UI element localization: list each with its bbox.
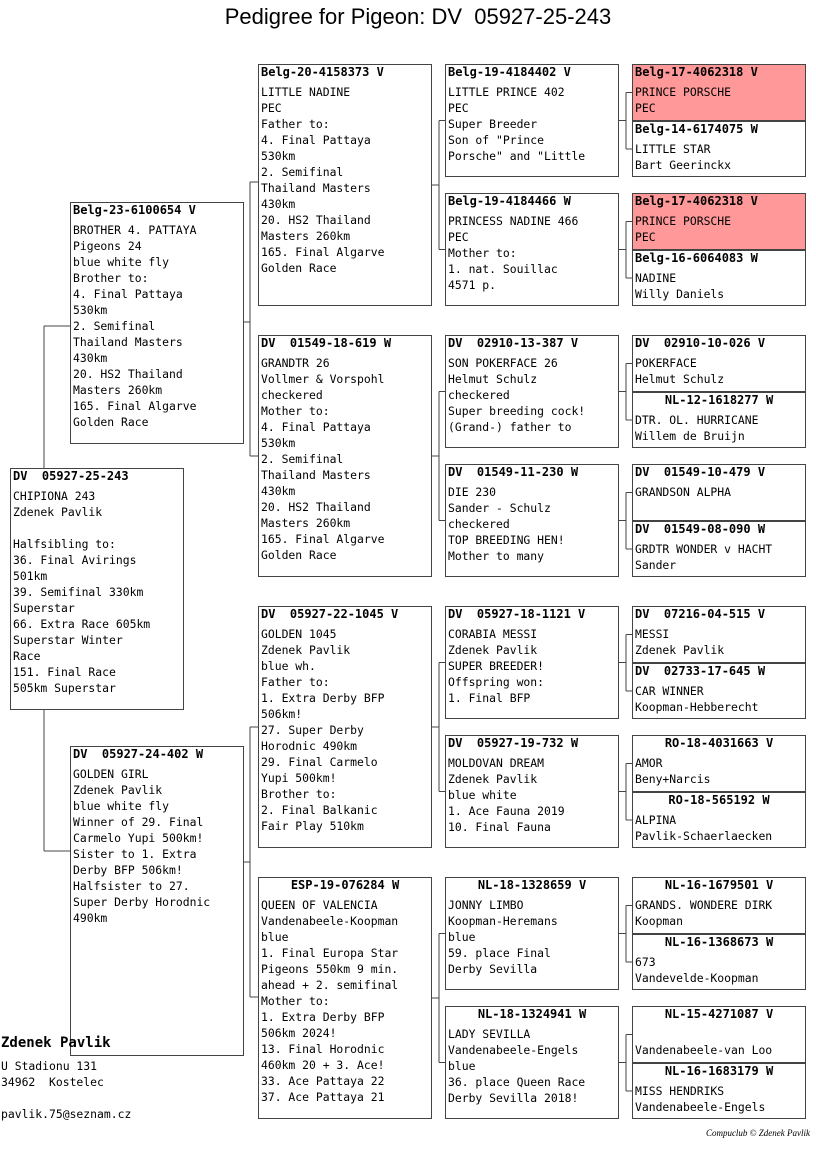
pigeon-info-line: Pavlik-Schaerlaecken (635, 829, 773, 843)
pigeon-info-line: Mother to: (261, 994, 330, 1008)
ring-number: DV 05927-25-243 (13, 469, 129, 483)
pigeon-info-line: blue (261, 930, 289, 944)
pigeon-info-line: 2. Semifinal (261, 165, 344, 179)
ancestor-card[interactable] (632, 663, 806, 719)
pigeon-info-line: 1. nat. Souillac (448, 262, 558, 276)
ring-number: Belg-19-4184466 W (448, 194, 571, 208)
pigeon-info-line: checkered (261, 388, 323, 402)
pigeon-info-line: Mother to many (448, 549, 545, 563)
pigeon-info-line: Halfsibling to: (13, 537, 116, 551)
pigeon-info-line: Willy Daniels (635, 287, 725, 301)
ring-number: RO-18-4031663 V (664, 736, 774, 750)
pigeon-info-line: Golden Race (261, 261, 337, 275)
pigeon-info-line: GRANDTR 26 (261, 356, 330, 370)
pigeon-info-line (11, 520, 183, 536)
pigeon-info-line: Brother to: (261, 787, 337, 801)
pigeon-info-line: Thailand Masters (73, 335, 183, 349)
ring-number: DV 05927-19-732 W (448, 736, 579, 750)
pigeon-info-line: Zdenek Pavlik (635, 643, 725, 657)
pigeon-info-line: CAR WINNER (635, 684, 704, 698)
pigeon-info-line: Vandenabeele-van Loo (635, 1043, 773, 1057)
pigeon-info-line: 530km (261, 436, 296, 450)
great-grandparent-card[interactable] (445, 335, 619, 448)
pigeon-info-line: GRANDSON ALPHA (635, 485, 732, 499)
pigeon-info-line: 36. Final Avirings (13, 553, 137, 567)
pigeon-info-line: JONNY LIMBO (448, 898, 524, 912)
pigeon-info-line: 430km (73, 351, 108, 365)
pigeon-info-line: Vandenabeele-Engels (448, 1043, 579, 1057)
pigeon-info-line: Koopman-Hebberecht (635, 700, 759, 714)
owner-street: U Stadionu 131 (1, 1059, 98, 1073)
pigeon-info-line: Derby Sevilla (448, 962, 538, 976)
pigeon-info-line: Koopman-Heremans (448, 914, 558, 928)
pigeon-info-line: 37. Ace Pattaya 21 (261, 1090, 385, 1104)
pigeon-info-line: Golden Race (73, 415, 149, 429)
ring-number: Belg-16-6064083 W (635, 251, 758, 265)
pigeon-info-line: PRINCE PORSCHE (635, 214, 732, 228)
pigeon-info-line: 430km (261, 197, 296, 211)
great-grandparent-card[interactable] (445, 464, 619, 577)
pigeon-info-line: CHIPIONA 243 (13, 489, 96, 503)
pigeon-info-line: 33. Ace Pattaya 22 (261, 1074, 385, 1088)
page-title: Pedigree for Pigeon: DV 05927-25-243 (224, 4, 612, 29)
owner-name: Zdenek Pavlik (1, 1035, 111, 1051)
pigeon-info-line: CORABIA MESSI (448, 627, 538, 641)
pigeon-info-line: Winner of 29. Final (73, 815, 204, 829)
ancestor-card[interactable] (632, 64, 806, 121)
ancestor-card[interactable] (632, 735, 806, 792)
pigeon-info-line: Mother to: (448, 246, 517, 260)
great-grandparent-card[interactable] (445, 735, 619, 848)
grandparent-card[interactable] (258, 877, 432, 1119)
grandparent-card[interactable] (258, 606, 432, 848)
pigeon-info-line: Helmut Schulz (448, 372, 538, 386)
pigeon-info-line: 165. Final Algarve (261, 532, 385, 546)
mother-card[interactable] (70, 746, 244, 1056)
pigeon-info-line: Super Breeder (448, 117, 538, 131)
pigeon-info-line: 165. Final Algarve (261, 245, 385, 259)
ring-number: NL-18-1328659 V (477, 878, 587, 892)
pigeon-info-line: Zdenek Pavlik (448, 643, 538, 657)
ring-number: NL-16-1679501 V (664, 878, 774, 892)
pigeon-info-line: blue white fly (73, 799, 170, 813)
pigeon-info-line: 460km 20 + 3. Ace! (261, 1058, 385, 1072)
pigeon-info-line: 4571 p. (448, 278, 497, 292)
pigeon-info-line: 1. Extra Derby BFP (261, 1010, 385, 1024)
pigeon-info-line: POKERFACE (635, 356, 697, 370)
pigeon-info-line: GOLDEN GIRL (73, 767, 149, 781)
pigeon-info-line: Vandenabeele-Engels (635, 1100, 766, 1114)
pigeon-info-line: LITTLE STAR (635, 142, 711, 156)
pigeon-info-line: Willem de Bruijn (635, 429, 745, 443)
ring-number: ESP-19-076284 W (290, 878, 400, 892)
pigeon-info-line: Fair Play 510km (261, 819, 364, 833)
pigeon-info-line: Sander - Schulz (448, 501, 551, 515)
pigeon-info-line: Father to: (261, 675, 330, 689)
ring-number: NL-18-1324941 W (477, 1007, 587, 1021)
ring-number: Belg-14-6174075 W (635, 122, 758, 136)
ring-number: DV 07216-04-515 V (635, 607, 766, 621)
pigeon-info-line: Golden Race (261, 548, 337, 562)
ring-number: DV 05927-18-1121 V (448, 607, 586, 621)
pigeon-info-line: GRDTR WONDER v HACHT (635, 542, 773, 556)
pigeon-info-line: Helmut Schulz (635, 372, 725, 386)
pigeon-info-line: Son of "Prince (448, 133, 545, 147)
pigeon-info-line: Vandenabeele-Koopman (261, 914, 399, 928)
pigeon-info-line: MESSI (635, 627, 670, 641)
pigeon-info-line (633, 1026, 805, 1042)
pigeon-info-line: DTR. OL. HURRICANE (635, 413, 759, 427)
pigeon-info-line: QUEEN OF VALENCIA (261, 898, 378, 912)
ring-number: DV 01549-08-090 W (635, 522, 766, 536)
great-grandparent-card[interactable] (445, 1006, 619, 1119)
pigeon-info-line: Superstar (13, 601, 75, 615)
pigeon-info-line: LITTLE PRINCE 402 (448, 85, 565, 99)
ring-number: NL-15-4271087 V (664, 1007, 774, 1021)
pigeon-info-line: 430km (261, 484, 296, 498)
pigeon-info-line: 13. Final Horodnic (261, 1042, 385, 1056)
great-grandparent-card[interactable] (445, 606, 619, 719)
pigeon-info-line: GOLDEN 1045 (261, 627, 337, 641)
ring-number: Belg-17-4062318 V (635, 65, 758, 79)
ancestor-card[interactable] (632, 1006, 806, 1063)
pigeon-info-line: 2. Semifinal (73, 319, 156, 333)
pigeon-info-line: MISS HENDRIKS (635, 1084, 725, 1098)
pigeon-info-line: Vollmer & Vorspohl (261, 372, 385, 386)
pigeon-info-line: NADINE (635, 271, 677, 285)
pigeon-info-line: Carmelo Yupi 500km! (73, 831, 204, 845)
owner-email[interactable]: pavlik.75@seznam.cz (1, 1107, 132, 1121)
ancestor-card[interactable] (632, 464, 806, 521)
pigeon-info-line: 1. Ace Fauna 2019 (448, 804, 565, 818)
pigeon-info-line: 530km (73, 303, 108, 317)
pigeon-info-line: Brother to: (73, 271, 149, 285)
grandparent-card[interactable] (258, 335, 432, 577)
pigeon-info-line: Masters 260km (261, 516, 351, 530)
pigeon-info-line: SUPER BREEDER! (448, 659, 545, 673)
pigeon-info-line: 1. Final BFP (448, 691, 531, 705)
pigeon-info-line: 10. Final Fauna (448, 820, 551, 834)
pigeon-info-line: 506km! (261, 707, 303, 721)
father-card[interactable] (70, 202, 244, 444)
pigeon-info-line: Race (13, 649, 41, 663)
pigeon-info-line: PRINCESS NADINE 466 (448, 214, 579, 228)
pigeon-info-line: 59. place Final (448, 946, 551, 960)
pigeon-info-line: PEC (635, 101, 656, 115)
ring-number: NL-16-1683179 W (664, 1064, 774, 1078)
pigeon-info-line: PEC (261, 101, 282, 115)
pigeon-info-line: Derby Sevilla 2018! (448, 1091, 579, 1105)
pigeon-info-line: 20. HS2 Thailand (73, 367, 183, 381)
pigeon-info-line: Koopman (635, 914, 684, 928)
pigeon-info-line: LADY SEVILLA (448, 1027, 531, 1041)
pigeon-info-line: Mother to: (261, 404, 330, 418)
pigeon-info-line: DIE 230 (448, 485, 497, 499)
pigeon-info-line: Zdenek Pavlik (261, 643, 351, 657)
pigeon-info-line: Masters 260km (261, 229, 351, 243)
pigeon-info-line: Porsche" and "Little (448, 149, 586, 163)
pigeon-info-line: blue white (448, 788, 517, 802)
ring-number: DV 05927-24-402 W (73, 747, 204, 761)
pigeon-info-line: Thailand Masters (261, 468, 371, 482)
pigeon-info-line: checkered (448, 517, 510, 531)
pigeon-info-line: Father to: (261, 117, 330, 131)
footer-credit: Compuclub © Zdenek Pavlik (705, 1128, 810, 1138)
pigeon-info-line: 29. Final Carmelo (261, 755, 378, 769)
pigeon-info-line: GRANDS. WONDERE DIRK (635, 898, 773, 912)
pigeon-info-line: 27. Super Derby (261, 723, 364, 737)
pigeon-info-line: PEC (448, 230, 469, 244)
pigeon-info-line: 4. Final Pattaya (261, 133, 371, 147)
pigeon-info-line: PEC (448, 101, 469, 115)
pigeon-info-line: SON POKERFACE 26 (448, 356, 558, 370)
pigeon-info-line: Sister to 1. Extra (73, 847, 197, 861)
pigeon-info-line: LITTLE NADINE (261, 85, 351, 99)
pigeon-info-line: 2. Semifinal (261, 452, 344, 466)
great-grandparent-card[interactable] (445, 64, 619, 177)
pigeon-info-line: 490km (73, 911, 108, 925)
pigeon-info-line: Derby BFP 506km! (73, 863, 183, 877)
pigeon-info-line: Halfsister to 27. (73, 879, 190, 893)
ring-number: DV 02910-10-026 V (635, 336, 766, 350)
pigeon-info-line: 20. HS2 Thailand (261, 213, 371, 227)
pigeon-info-line: 165. Final Algarve (73, 399, 197, 413)
pigeon-info-line: Sander (635, 558, 677, 572)
pigeon-info-line: Superstar Winter (13, 633, 123, 647)
pigeon-info-line: (Grand-) father to (448, 420, 572, 434)
ring-number: Belg-17-4062318 V (635, 194, 758, 208)
ring-number: DV 05927-22-1045 V (261, 607, 399, 621)
ring-number: DV 01549-10-479 V (635, 465, 766, 479)
pigeon-info-line: blue (448, 1059, 476, 1073)
ancestor-card[interactable] (632, 792, 806, 848)
pigeon-info-line: 36. place Queen Race (448, 1075, 586, 1089)
ancestor-card[interactable] (632, 606, 806, 663)
pigeon-info-line: Horodnic 490km (261, 739, 358, 753)
pigeon-info-line: 530km (261, 149, 296, 163)
pigeon-info-line: Zdenek Pavlik (73, 783, 163, 797)
subject-pigeon-card[interactable] (10, 468, 184, 710)
pigeon-info-line: Super Derby Horodnic (73, 895, 211, 909)
pigeon-info-line: Zdenek Pavlik (448, 772, 538, 786)
pigeon-info-line: 4. Final Pattaya (73, 287, 183, 301)
ring-number: Belg-20-4158373 V (261, 65, 384, 79)
ancestor-card[interactable] (632, 250, 806, 306)
pigeon-info-line: 501km (13, 569, 48, 583)
pigeon-info-line: Pigeons 550km 9 min. (261, 962, 399, 976)
pigeon-info-line: 506km 2024! (261, 1026, 337, 1040)
ring-number: DV 02910-13-387 V (448, 336, 579, 350)
pigeon-info-line: checkered (448, 388, 510, 402)
ring-number: Belg-19-4184402 V (448, 65, 571, 79)
ancestor-card[interactable] (632, 521, 806, 577)
pigeon-info-line: Beny+Narcis (635, 772, 711, 786)
great-grandparent-card[interactable] (445, 193, 619, 306)
ancestor-card[interactable] (632, 934, 806, 990)
ancestor-card[interactable] (632, 193, 806, 250)
ring-number: DV 02733-17-645 W (635, 664, 766, 678)
pigeon-info-line: 20. HS2 Thailand (261, 500, 371, 514)
pigeon-info-line: BROTHER 4. PATTAYA (73, 223, 197, 237)
pigeon-info-line: Pigeons 24 (73, 239, 142, 253)
ring-number: RO-18-565192 W (668, 793, 770, 807)
pigeon-info-line: AMOR (635, 756, 663, 770)
pigeon-info-line: Thailand Masters (261, 181, 371, 195)
pigeon-info-line: ahead + 2. semifinal (261, 978, 399, 992)
pigeon-info-line: Super breeding cock! (448, 404, 586, 418)
pigeon-info-line: 673 (635, 955, 656, 969)
ancestor-card[interactable] (632, 877, 806, 934)
pigeon-info-line: blue wh. (261, 659, 316, 673)
ancestor-card[interactable] (632, 1063, 806, 1119)
ring-number: NL-12-1618277 W (664, 393, 774, 407)
pigeon-info-line: Vandevelde-Koopman (635, 971, 759, 985)
pigeon-info-line: PRINCE PORSCHE (635, 85, 732, 99)
ancestor-card[interactable] (632, 392, 806, 448)
pigeon-info-line: 4. Final Pattaya (261, 420, 371, 434)
pigeon-info-line: Bart Geerinckx (635, 158, 732, 172)
pigeon-info-line: Offspring won: (448, 675, 545, 689)
pigeon-info-line: MOLDOVAN DREAM (448, 756, 545, 770)
pigeon-info-line: PEC (635, 230, 656, 244)
ring-number: NL-16-1368673 W (664, 935, 774, 949)
ring-number: Belg-23-6100654 V (73, 203, 196, 217)
pigeon-info-line: 151. Final Race (13, 665, 116, 679)
owner-city: 34962 Kostelec (1, 1075, 104, 1089)
grandparent-card[interactable] (258, 64, 432, 306)
pigeon-info-line: Zdenek Pavlik (13, 505, 103, 519)
pigeon-info-line: ALPINA (635, 813, 677, 827)
ancestor-card[interactable] (632, 335, 806, 392)
pigeon-info-line: Yupi 500km! (261, 771, 337, 785)
great-grandparent-card[interactable] (445, 877, 619, 990)
pigeon-info-line: blue (448, 930, 476, 944)
pigeon-info-line: Masters 260km (73, 383, 163, 397)
ring-number: DV 01549-11-230 W (448, 465, 579, 479)
pigeon-info-line: 505km Superstar (13, 681, 116, 695)
ring-number: DV 01549-18-619 W (261, 336, 392, 350)
pigeon-info-line: 39. Semifinal 330km (13, 585, 144, 599)
pigeon-info-line: 1. Extra Derby BFP (261, 691, 385, 705)
pigeon-info-line: 1. Final Europa Star (261, 946, 399, 960)
pigeon-info-line: blue white fly (73, 255, 170, 269)
pigeon-info-line: 2. Final Balkanic (261, 803, 378, 817)
pigeon-info-line: 66. Extra Race 605km (13, 617, 151, 631)
pigeon-info-line: TOP BREEDING HEN! (448, 533, 565, 547)
ancestor-card[interactable] (632, 121, 806, 177)
